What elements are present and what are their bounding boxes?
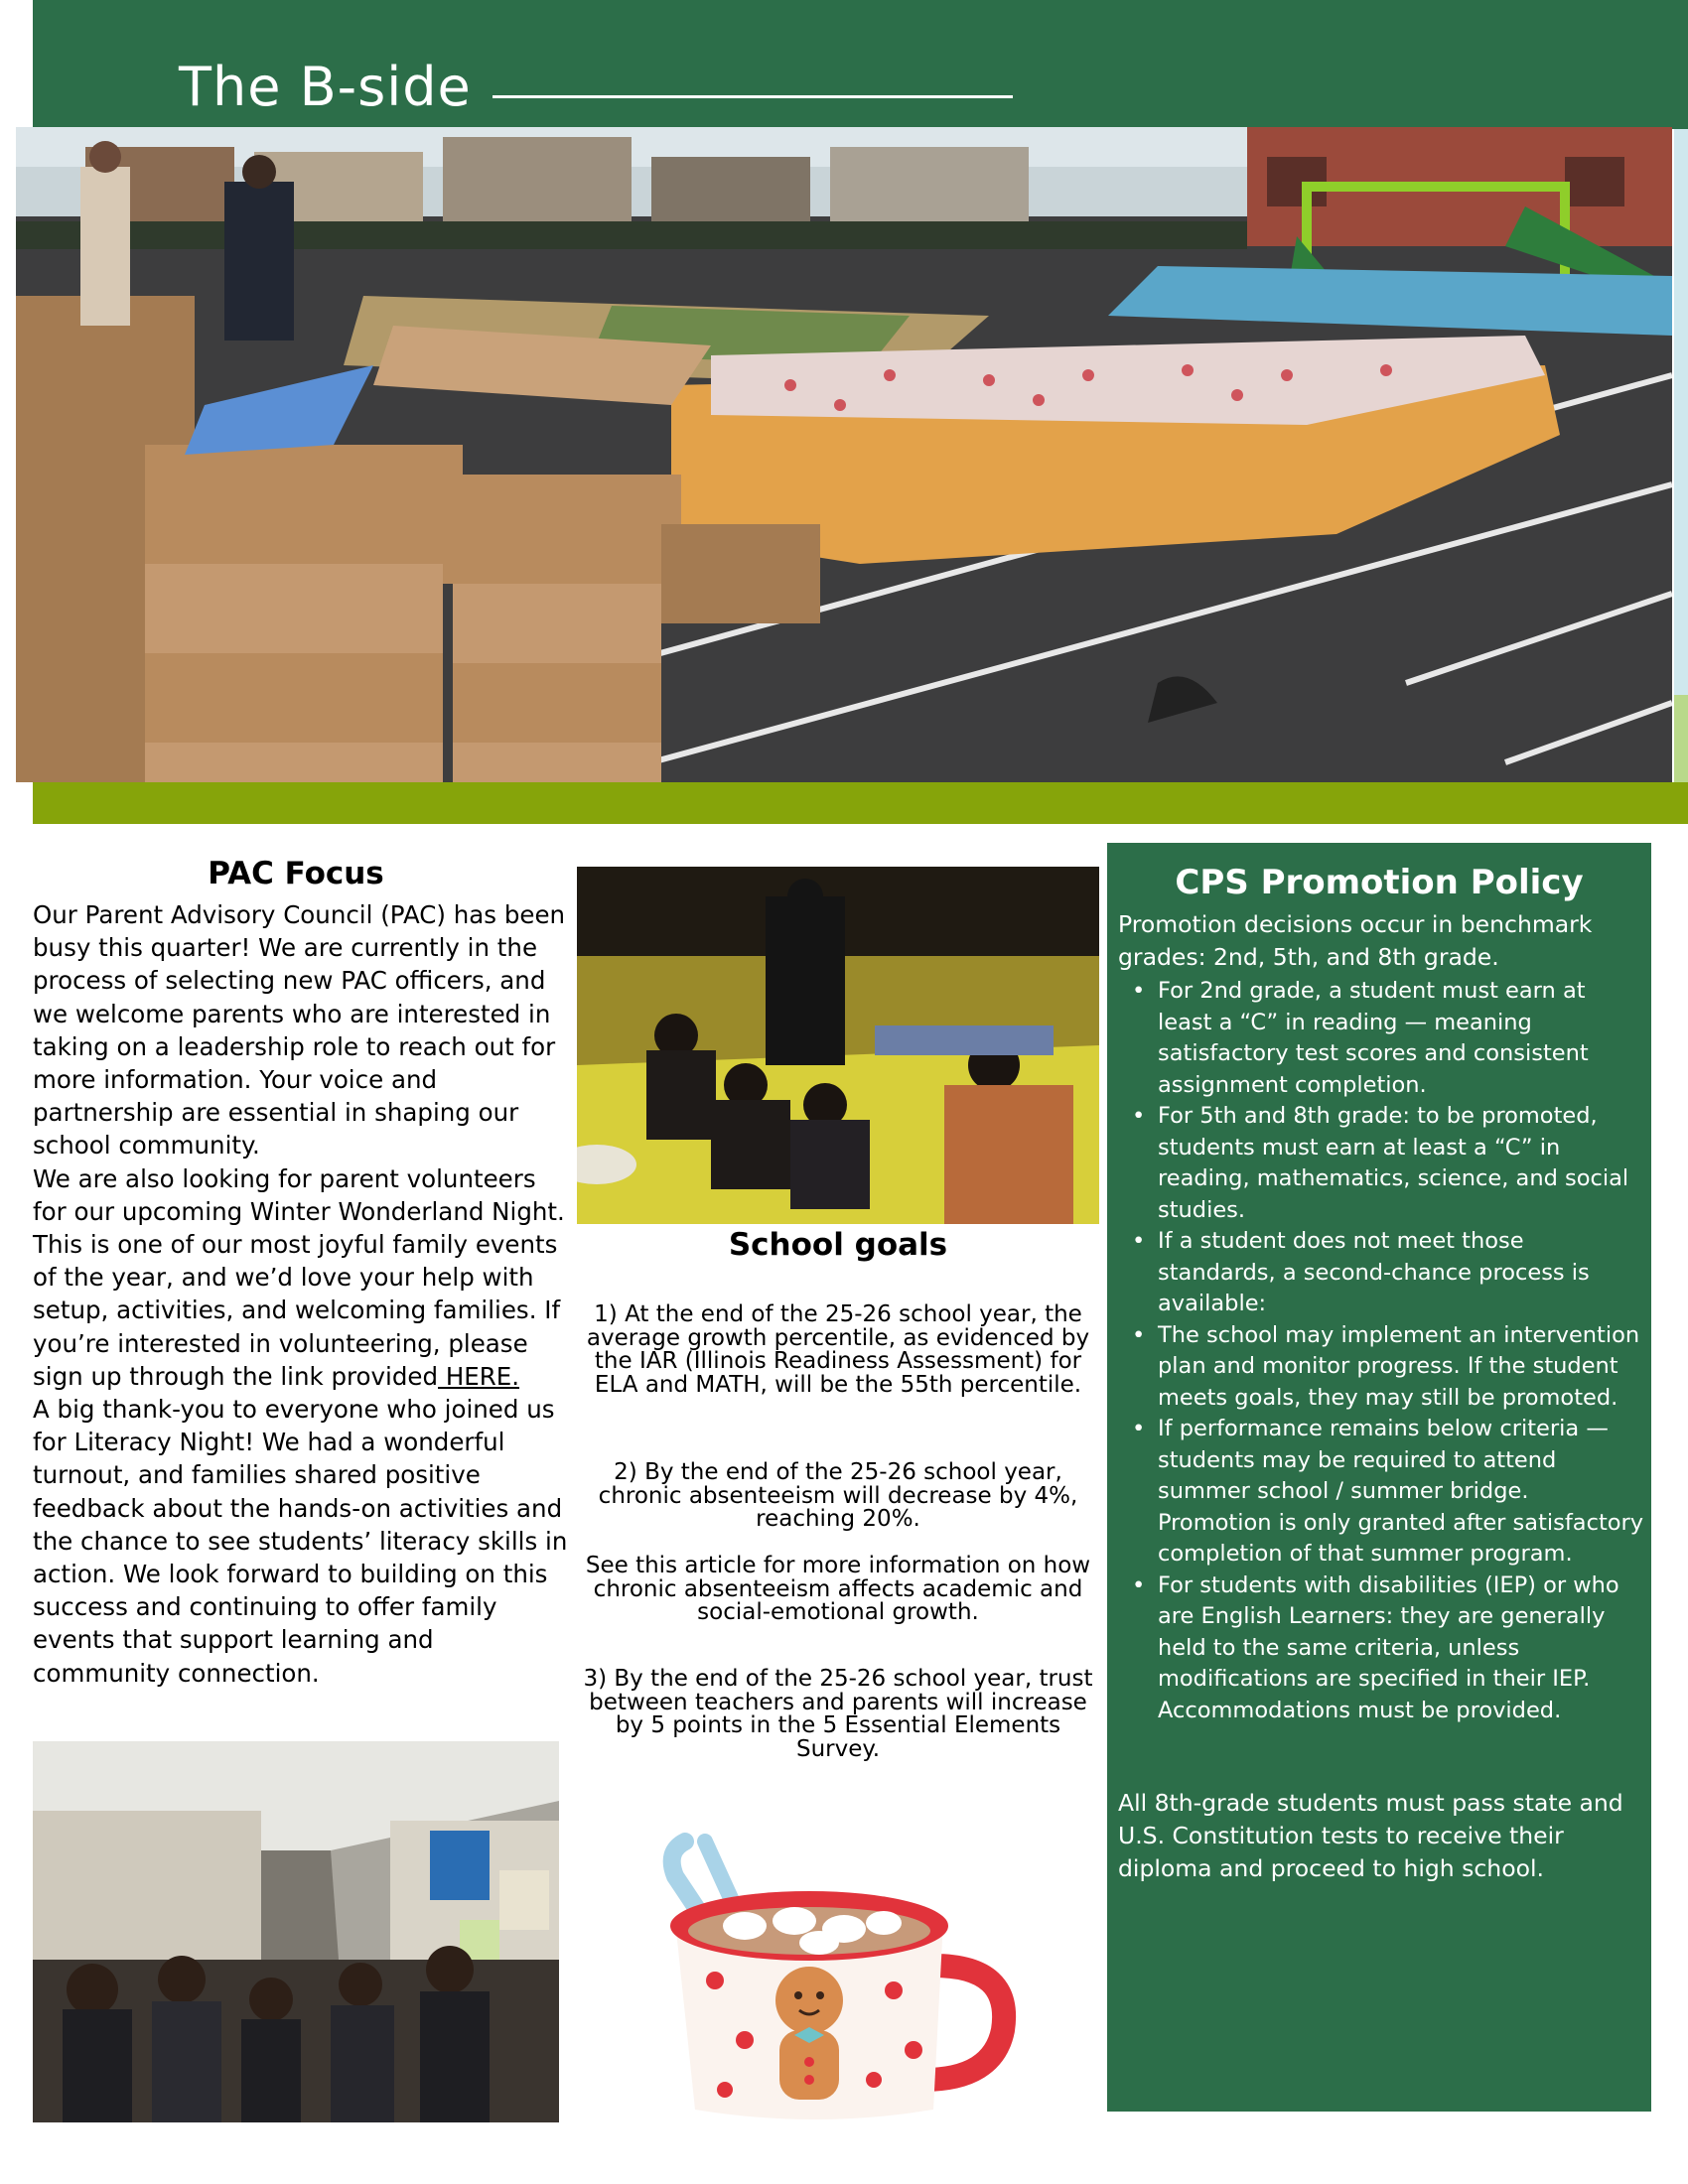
policy-bullet-text: For 5th and 8th grade: to be promoted, students must earn at least a “C” in reading, mathematics, science, and social studies. <box>1158 1103 1629 1223</box>
policy-bullet-text: The school may implement an intervention plan and monitor progress. If the student meets goals, they may still be promoted. <box>1158 1321 1640 1411</box>
cps-policy-heading: CPS Promotion Policy <box>1175 863 1584 902</box>
cps-promotion-policy-panel <box>1107 843 1651 2112</box>
cps-policy-closing: All 8th-grade students must pass state and U.S. Constitution tests to receive their diploma and proceed to high school. <box>1118 1789 1623 1882</box>
goal-growth-percentile: 1) At the end of the 25-26 school year, the average growth percentile, as evidenced by the IAR (Illinois Readiness Assessment) for ELA and MATH, will be the 55th percentile. <box>586 1301 1090 1398</box>
pac-focus-body <box>33 898 569 1690</box>
school-goals-heading: School goals <box>728 1227 948 1263</box>
absenteeism-article-note[interactable]: See this article for more information on how chronic absenteeism affects academic and social-emotional growth. <box>585 1553 1091 1625</box>
bullet-icon: • <box>1132 1571 1146 1598</box>
bullet-icon: • <box>1132 1416 1146 1441</box>
list-item <box>1118 976 1644 1101</box>
cps-policy-intro: Promotion decisions occur in benchmark grades: 2nd, 5th, and 8th grade. <box>1118 910 1593 971</box>
bullet-icon: • <box>1132 1321 1146 1348</box>
policy-bullet-text: If performance remains below criteria — students may be required to attend summer school / summer bridge. Promotion is only granted after satisfactory completion of that summer program. <box>1158 1416 1644 1567</box>
pac-paragraph-officers: Our Parent Advisory Council (PAC) has been busy this quarter! We are currently in the process of selecting new PAC officers, and we welcome parents who are interested in taking on a leadership role to reach out for more information. Your voice and partnership are essential in shaping our school community. <box>33 900 566 1160</box>
hero-underline-bar <box>33 782 1688 824</box>
bullet-icon: • <box>1132 1103 1146 1129</box>
list-item <box>1118 1226 1644 1320</box>
list-item <box>1118 1320 1644 1415</box>
list-item <box>1118 1414 1644 1570</box>
bullet-icon: • <box>1132 1228 1146 1254</box>
pac-focus-heading: PAC Focus <box>208 856 384 891</box>
pac-volunteer-text: We are also looking for parent volunteers for our upcoming Winter Wonderland Night. This is one of our most joyful family events of the year, and we’d love your help with setup, activities, and welcoming families. If you’re interested in volunteering, please sign up through the link provided <box>33 1163 565 1391</box>
header-divider <box>492 95 1013 98</box>
policy-bullet-text: If a student does not meet those standards, a second-chance process is available: <box>1158 1228 1590 1316</box>
newsletter-title: The B-side <box>179 56 472 118</box>
volunteer-signup-link[interactable]: HERE. <box>438 1361 520 1391</box>
pac-paragraph-volunteers <box>33 1162 569 1393</box>
pac-paragraph-literacy-night: A big thank-you to everyone who joined us for Literacy Night! We had a wonderful turnout, and families shared positive feedback about the hands-on activities and the chance to see students’ literacy skills in action. We look forward to building on this success and continuing to offer family events that support learning and community connection. <box>33 1395 568 1688</box>
cps-policy-list <box>1118 976 1644 1726</box>
hallway-photo <box>33 1741 559 2122</box>
policy-bullet-text: For students with disabilities (IEP) or who are English Learners: they are generally held to the same criteria, unless modifications are specified in their IEP. Accommodations must be provided. <box>1158 1571 1619 1723</box>
goal-teacher-parent-trust: 3) By the end of the 25-26 school year, trust between teachers and parents will increase by 5 points in the 5 Essential Elements Survey. <box>583 1666 1093 1762</box>
bullet-icon: • <box>1132 978 1146 1004</box>
hero-photo <box>16 127 1672 782</box>
right-accent-stripe-lime <box>1674 695 1688 784</box>
policy-bullet-text: For 2nd grade, a student must earn at least a “C” in reading — meaning satisfactory test scores and consistent assignment completion. <box>1158 978 1589 1098</box>
list-item <box>1118 1101 1644 1226</box>
students-gym-photo <box>577 867 1099 1224</box>
right-accent-stripe <box>1674 129 1688 754</box>
list-item <box>1118 1570 1644 1727</box>
goal-chronic-absenteeism: 2) By the end of the 25-26 school year, chronic absenteeism will decrease by 4%, reaching 20%. <box>598 1459 1078 1532</box>
hot-cocoa-mug-illustration <box>635 1832 1033 2129</box>
